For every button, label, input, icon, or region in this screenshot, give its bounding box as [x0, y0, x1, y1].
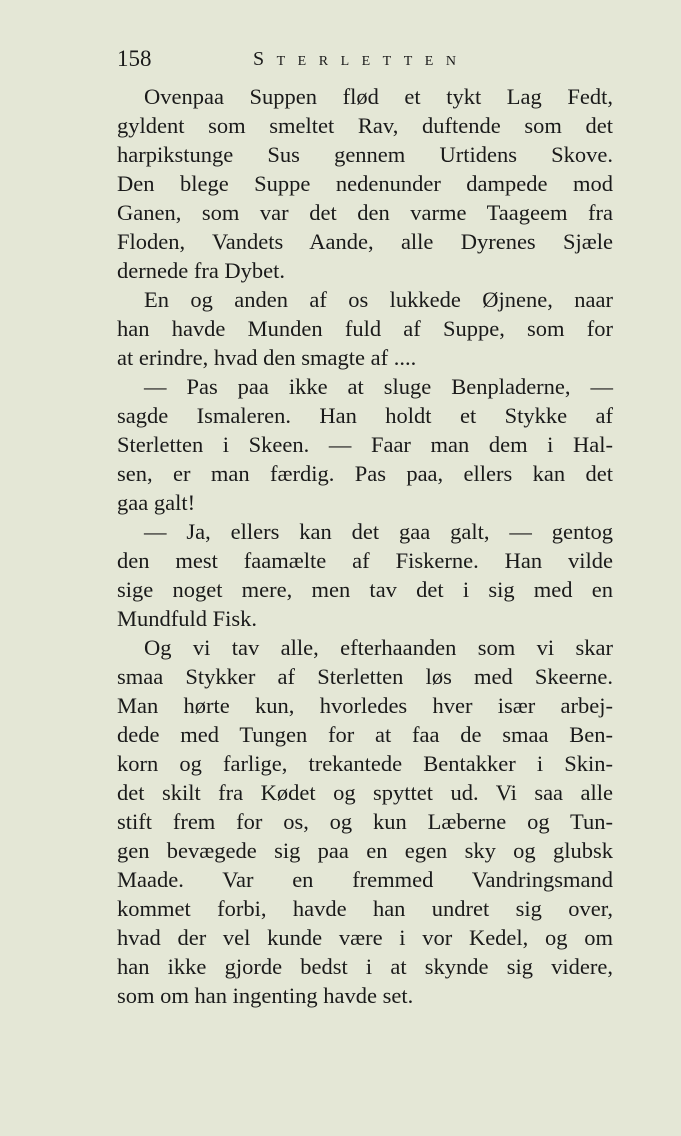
text-line: Floden, Vandets Aande, alle Dyrenes Sjæle — [117, 229, 613, 254]
text-line: den mest faamælte af Fiskerne. Han vilde — [117, 548, 613, 573]
text-line: Ovenpaa Suppen flød et tykt Lag Fedt, — [144, 84, 613, 109]
text-line: smaa Stykker af Sterletten løs med Skeerne. — [117, 664, 613, 689]
text-line: Den blege Suppe nedenunder dampede mod — [117, 171, 613, 196]
text-line: Og vi tav alle, efterhaanden som vi skar — [144, 635, 613, 660]
text-line: gen bevægede sig paa en egen sky og glubsk — [117, 838, 613, 863]
text-line: gyldent som smeltet Rav, duftende som det — [117, 113, 613, 138]
page-number: 158 — [117, 46, 152, 71]
text-line: han ikke gjorde bedst i at skynde sig videre, — [117, 954, 613, 979]
text-line: Sterletten i Skeen. — Faar man dem i Hal- — [117, 432, 613, 457]
text-line: hvad der vel kunde være i vor Kedel, og om — [117, 925, 613, 950]
text-line: dede med Tungen for at faa de smaa Ben- — [117, 722, 613, 747]
text-line: han havde Munden fuld af Suppe, som for — [117, 316, 613, 341]
text-line: En og anden af os lukkede Øjnene, naar — [144, 287, 613, 312]
text-line: gaa galt! — [117, 490, 196, 515]
text-line: kommet forbi, havde han undret sig over, — [117, 896, 613, 921]
text-line: sen, er man færdig. Pas paa, ellers kan det — [117, 461, 613, 486]
text-line: — Ja, ellers kan det gaa galt, — gentog — [144, 519, 613, 544]
text-line: sige noget mere, men tav det i sig med en — [117, 577, 613, 602]
text-line: — Pas paa ikke at sluge Benpladerne, — — [144, 374, 613, 399]
text-line: som om han ingenting havde set. — [117, 983, 414, 1008]
text-line: Maade. Var en fremmed Vandringsmand — [117, 867, 613, 892]
text-line: Man hørte kun, hvorledes hver især arbej- — [117, 693, 613, 718]
running-title: Sterletten — [253, 48, 469, 70]
page-header — [117, 44, 617, 74]
text-line: dernede fra Dybet. — [117, 258, 286, 283]
text-line: korn og farlige, trekantede Bentakker i Skin- — [117, 751, 613, 776]
body-text — [117, 82, 613, 1010]
text-line: at erindre, hvad den smagte af .... — [117, 345, 417, 370]
text-line: harpikstunge Sus gennem Urtidens Skove. — [117, 142, 613, 167]
text-line: sagde Ismaleren. Han holdt et Stykke af — [117, 403, 613, 428]
text-line: det skilt fra Kødet og spyttet ud. Vi saa alle — [117, 780, 613, 805]
text-line: stift frem for os, og kun Læberne og Tun- — [117, 809, 613, 834]
text-line: Mundfuld Fisk. — [117, 606, 258, 631]
text-line: Ganen, som var det den varme Taageem fra — [117, 200, 613, 225]
